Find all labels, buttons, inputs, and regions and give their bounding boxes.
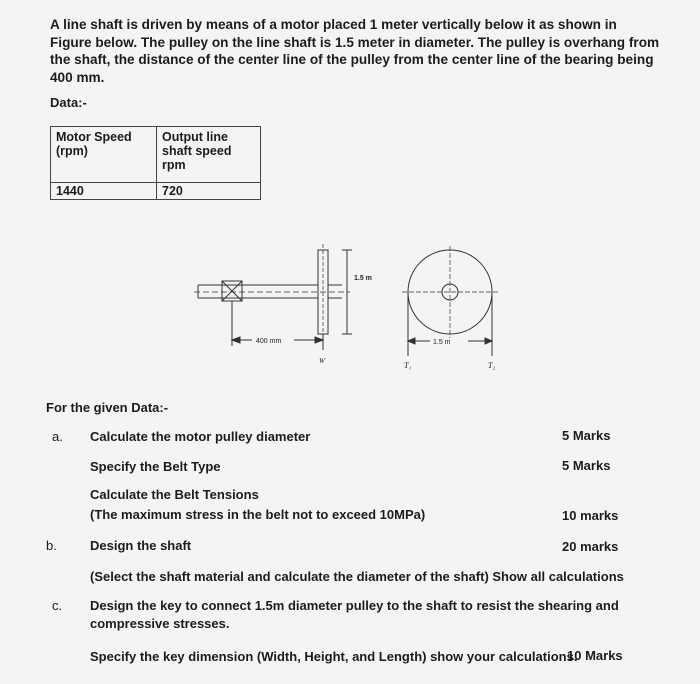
weight-label: W [319, 357, 325, 365]
key-dimension-text: Specify the key dimension (Width, Height, and Length) show your calculations. [90, 649, 578, 664]
table-value-row [51, 183, 261, 200]
distance-label: 400 mm [256, 338, 282, 345]
header-output-speed: Output line shaft speed rpm [157, 127, 261, 183]
question-c-text: Design the key to connect 1.5m diameter pulley to the shaft to resist the shearing and [90, 598, 619, 613]
end-dimension-label: 1.5 m [433, 339, 451, 346]
question-a-marks: 5 Marks [562, 428, 611, 443]
value-output-speed: 720 [157, 183, 261, 200]
question-b-label: b. [46, 538, 57, 553]
question-c-text-cont: compressive stresses. [90, 616, 230, 631]
value-motor-speed: 1440 [51, 183, 157, 200]
belt-type-text: Specify the Belt Type [90, 459, 221, 474]
data-table [50, 126, 261, 200]
question-b-marks: 20 marks [562, 539, 619, 554]
question-b-text: Design the shaft [90, 538, 192, 553]
top-dimension-label: 1.5 m [354, 275, 372, 282]
question-c-label: c. [52, 598, 63, 613]
shaft-pulley-figure [190, 238, 510, 378]
belt-type-marks: 5 Marks [562, 458, 611, 473]
shaft-material-text: (Select the shaft material and calculate the diameter of the shaft) Show all calculations [90, 569, 624, 584]
t1-label: T₁ [404, 361, 412, 370]
table-header-row [51, 127, 261, 183]
problem-statement: A line shaft is driven by means of a motor placed 1 meter vertically below it as shown in Figure below. The pulley on the line shaft is 1.5 meter in diameter. The pulley is overhang from the shaft, the distance of the center line of the pulley from the center line of the bearing being 400 mm. [50, 17, 660, 85]
given-heading: For the given Data:- [46, 400, 169, 415]
belt-tension-text: Calculate the Belt Tensions [90, 487, 259, 502]
belt-tension-marks: 10 marks [562, 508, 619, 523]
data-heading: Data:- [50, 95, 87, 110]
t2-label: T₂ [488, 361, 496, 370]
question-a-label: a. [52, 429, 63, 444]
question-c-marks: 10 Marks [567, 648, 623, 663]
question-a-text: Calculate the motor pulley diameter [90, 429, 311, 444]
header-motor-speed: Motor Speed (rpm) [51, 127, 157, 183]
belt-stress-text: (The maximum stress in the belt not to exceed 10MPa) [90, 507, 426, 522]
